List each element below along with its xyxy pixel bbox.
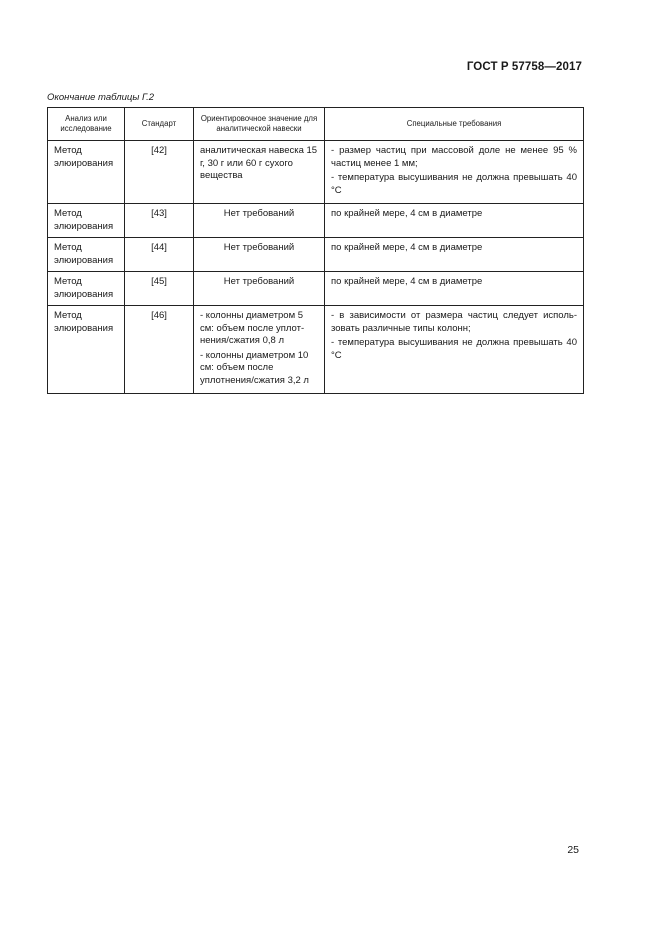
cell-value — [194, 306, 325, 394]
value-line: Нет требований — [223, 242, 295, 253]
cell-value — [194, 141, 325, 204]
table-row — [48, 238, 584, 272]
requirement-line: по крайней мере, 4 см в диаметре — [331, 208, 483, 219]
cell-requirements — [325, 141, 584, 204]
cell-standard: [44] — [125, 238, 194, 272]
value-line: аналитическая навеска 15 г, 30 г или 60 г сухого вещества — [200, 145, 318, 181]
requirement-line: - температура высушивания не должна превышать 40 °C — [331, 172, 577, 196]
cell-value — [194, 238, 325, 272]
value-line: Нет требований — [223, 208, 295, 219]
value-line: - колонны диаметром 5 см: объем после уплот-нения/сжатия 0,8 л — [200, 310, 305, 346]
requirement-line: - температура высушивания не должна превышать 40 °C — [331, 337, 577, 361]
header-value: Ориентировочное значение для аналитической навески — [194, 108, 325, 141]
table-row — [48, 141, 584, 204]
value-line: Нет требований — [223, 276, 295, 287]
requirements-table — [47, 107, 584, 394]
cell-analysis: Метод элюирования — [48, 141, 125, 204]
table-row — [48, 272, 584, 306]
cell-analysis: Метод элюирования — [48, 272, 125, 306]
table-caption: Окончание таблицы Г.2 — [47, 92, 155, 103]
cell-standard: [43] — [125, 204, 194, 238]
cell-requirements — [325, 204, 584, 238]
cell-analysis: Метод элюирования — [48, 204, 125, 238]
table-row — [48, 204, 584, 238]
cell-standard: [46] — [125, 306, 194, 394]
document-code: ГОСТ Р 57758—2017 — [466, 61, 582, 73]
cell-requirements — [325, 306, 584, 394]
cell-requirements — [325, 238, 584, 272]
cell-standard: [45] — [125, 272, 194, 306]
cell-value — [194, 272, 325, 306]
requirement-line: - размер частиц при массовой доле не менее 95 % частиц менее 1 мм; — [331, 145, 577, 169]
requirement-line: - в зависимости от размера частиц следует исполь-зовать различные типы колонн; — [331, 310, 577, 334]
value-line: - колонны диаметром 10 см: объем после уплотнения/сжатия 3,2 л — [200, 349, 309, 386]
cell-analysis: Метод элюирования — [48, 306, 125, 394]
header-requirements: Специальные требования — [325, 108, 584, 141]
requirement-line: по крайней мере, 4 см в диаметре — [331, 276, 483, 287]
requirement-line: по крайней мере, 4 см в диаметре — [331, 242, 483, 253]
header-standard: Стандарт — [125, 108, 194, 141]
cell-analysis: Метод элюирования — [48, 238, 125, 272]
cell-requirements — [325, 272, 584, 306]
table-row — [48, 306, 584, 394]
cell-value — [194, 204, 325, 238]
cell-standard: [42] — [125, 141, 194, 204]
header-analysis: Анализ или исследование — [48, 108, 125, 141]
page-number: 25 — [567, 844, 579, 856]
table-header-row — [48, 108, 584, 141]
